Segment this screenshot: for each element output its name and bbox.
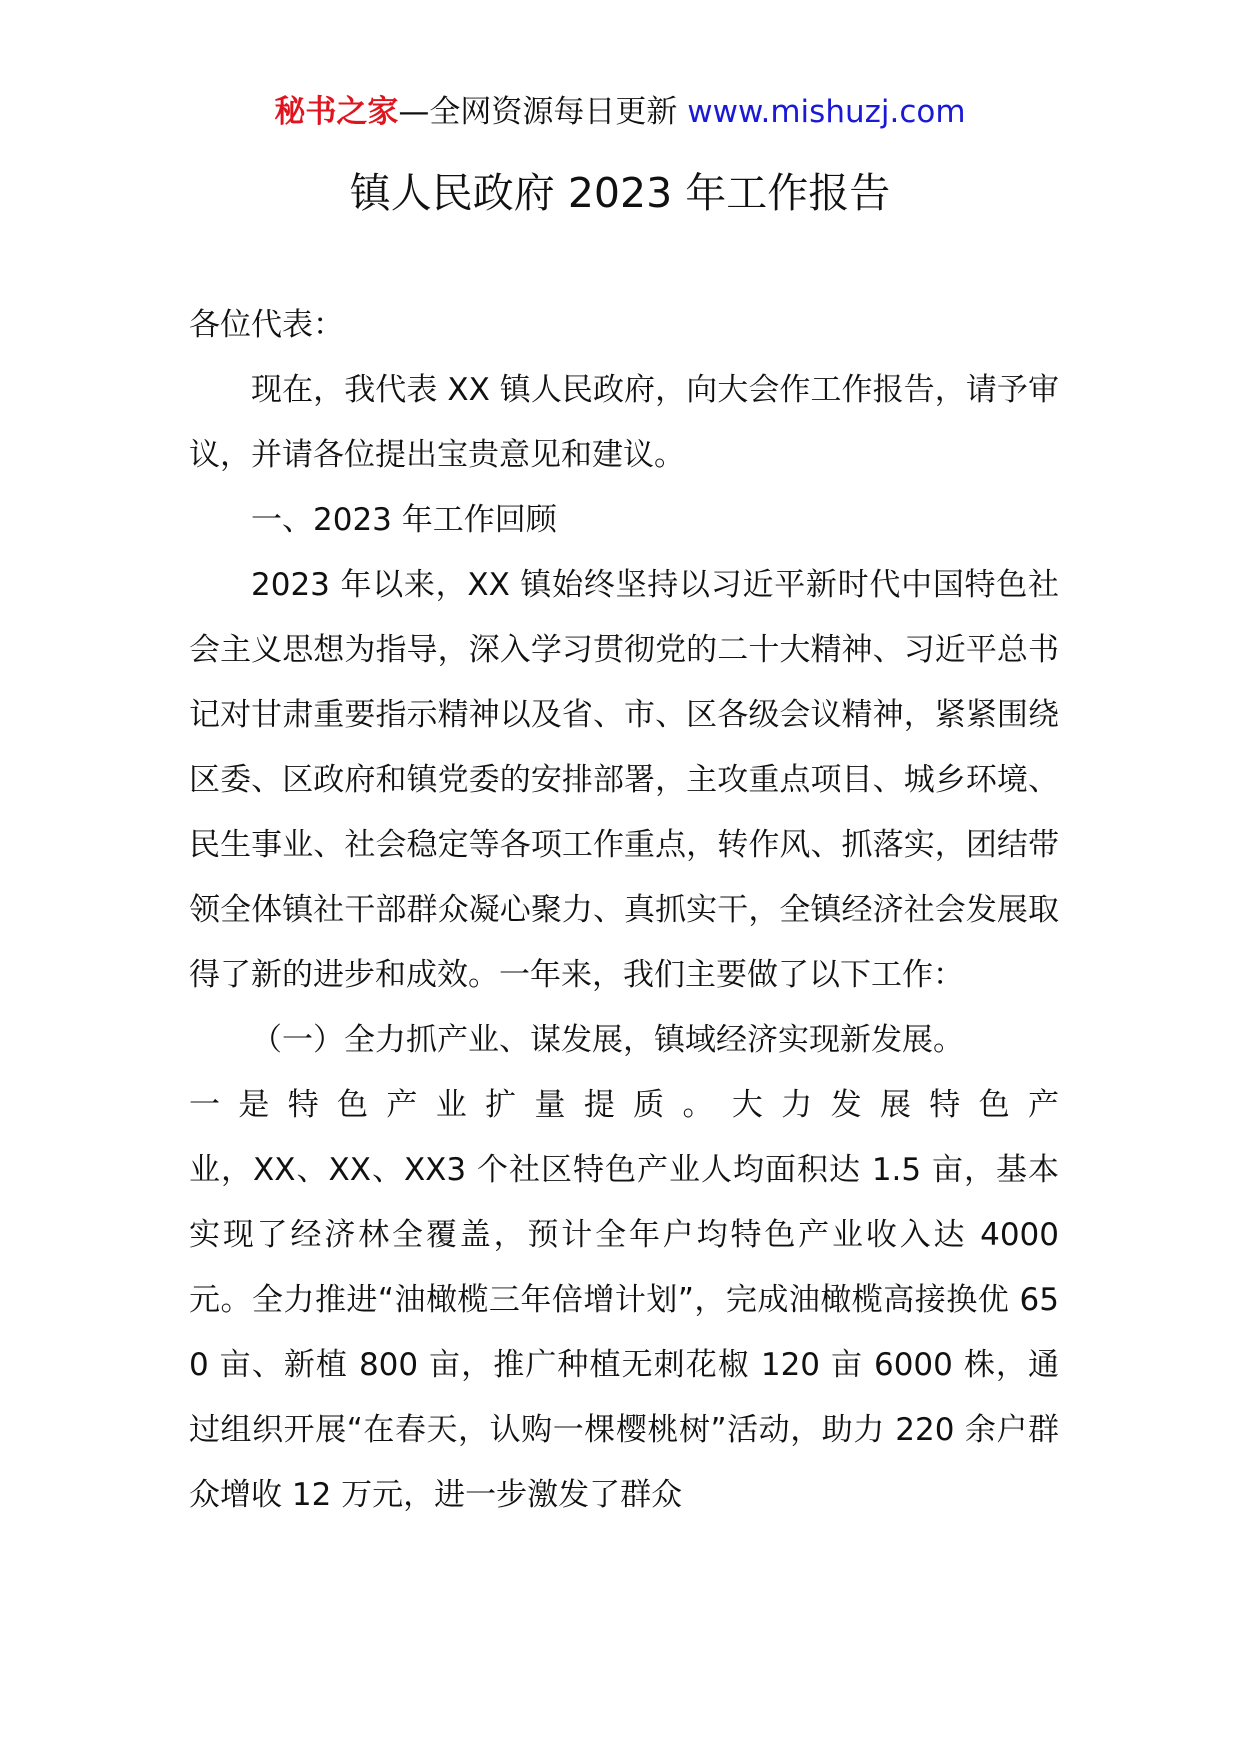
review-paragraph: 2023 年以来，XX 镇始终坚持以习近平新时代中国特色社会主义思想为指导，深入学习贯彻党的二十大精神、习近平总书记对甘肃重要指示精神以及省、市、区各级会议精神，紧紧围绕区委、区政府和镇党委的安排部署，主攻重点项目、城乡环境、民生事业、社会稳定等各项工作重点，转作风、抓落实，团结带领全体镇社干部群众凝心聚力、真抓实干，全镇经济社会发展取得了新的进步和成效。一年来，我们主要做了以下工作： (189, 567, 1059, 993)
salutation: 各位代表： (189, 307, 344, 343)
site-url-link[interactable]: www.mishuzj.com (687, 94, 966, 130)
document-body (189, 293, 1059, 1528)
site-banner (0, 92, 1240, 132)
spread-line: 一是特色产业扩量提质。大力发展特色产 (189, 1087, 1059, 1123)
brand-name: 秘书之家 (274, 94, 399, 130)
subsection-heading: （一）全力抓产业、谋发展，镇域经济实现新发展。 (251, 1022, 964, 1058)
industry-paragraph: 业，XX、XX、XX3 个社区特色产业人均面积达 1.5 亩，基本实现了经济林全覆盖，预计全年户均特色产业收入达 4000 元。全力推进“油橄榄三年倍增计划”，完成油橄榄高接换优 650 亩、新植 800 亩，推广种植无刺花椒 120 亩 6000 株，通过组织开展“在春天，认购一棵樱桃树”活动，助力 220 余户群众增收 12 万元，进一步激发了群众 (189, 1152, 1059, 1513)
section-heading: 一、2023 年工作回顾 (251, 502, 557, 538)
intro-paragraph: 现在，我代表 XX 镇人民政府，向大会作工作报告，请予审议，并请各位提出宝贵意见和建议。 (189, 372, 1059, 473)
banner-tagline: —全网资源每日更新 (398, 94, 688, 130)
document-title: 镇人民政府 2023 年工作报告 (349, 169, 891, 217)
